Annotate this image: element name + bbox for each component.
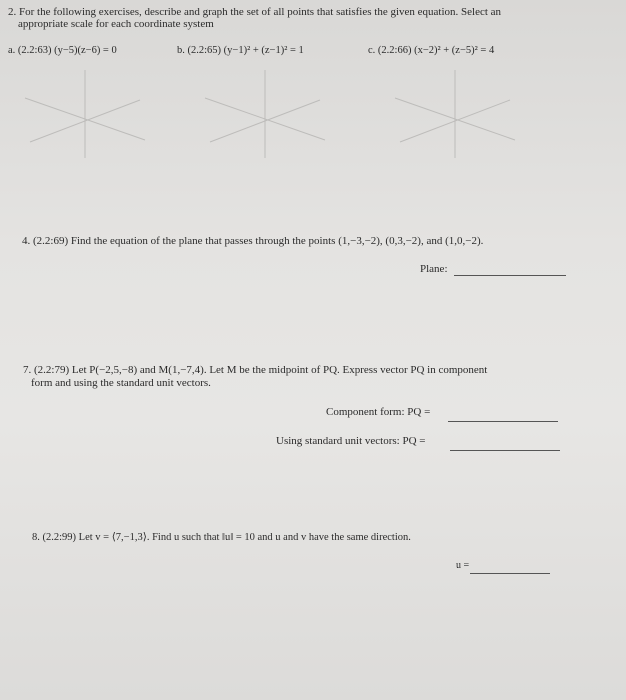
axes-graph-c	[390, 70, 520, 160]
axes-graph-b	[200, 70, 330, 160]
u-answer-blank[interactable]	[470, 573, 550, 574]
component-form-answer-blank[interactable]	[448, 421, 558, 422]
unit-vectors-answer-blank[interactable]	[450, 450, 560, 451]
q2-prompt-line1: 2. For the following exercises, describe and graph the set of all points that satisfies the given equation. Select an	[8, 6, 502, 18]
q2-exercise-a: a. (2.2:63) (y−5)(z−6) = 0	[8, 45, 117, 56]
plane-answer-blank[interactable]	[454, 275, 566, 276]
q2-exercise-c: c. (2.2:66) (x−2)² + (z−5)² = 4	[368, 45, 495, 56]
q4-prompt: 4. (2.2:69) Find the equation of the plane that passes through the points (1,−3,−2), (0,3,−2), and (1,0,−2).	[22, 235, 484, 247]
q8-prompt: 8. (2.2:99) Let v = ⟨7,−1,3⟩. Find u such that ‖u‖ = 10 and u and v have the same direction.	[32, 532, 411, 543]
q2-prompt-line2: appropriate scale for each coordinate system	[18, 18, 214, 30]
q7-prompt-line1: 7. (2.2:79) Let P(−2,5,−8) and M(1,−7,4). Let M be the midpoint of PQ. Express vector PQ in component	[23, 364, 488, 376]
q2-exercise-b: b. (2.2:65) (y−1)² + (z−1)² = 1	[177, 45, 304, 56]
axes-graph-a	[20, 70, 150, 160]
plane-label: Plane:	[420, 263, 448, 275]
q7-prompt-line2: form and using the standard unit vectors.	[31, 377, 211, 389]
component-form-label: Component form: PQ =	[326, 406, 431, 418]
unit-vectors-label: Using standard unit vectors: PQ =	[276, 435, 426, 447]
u-label: u =	[456, 560, 470, 571]
